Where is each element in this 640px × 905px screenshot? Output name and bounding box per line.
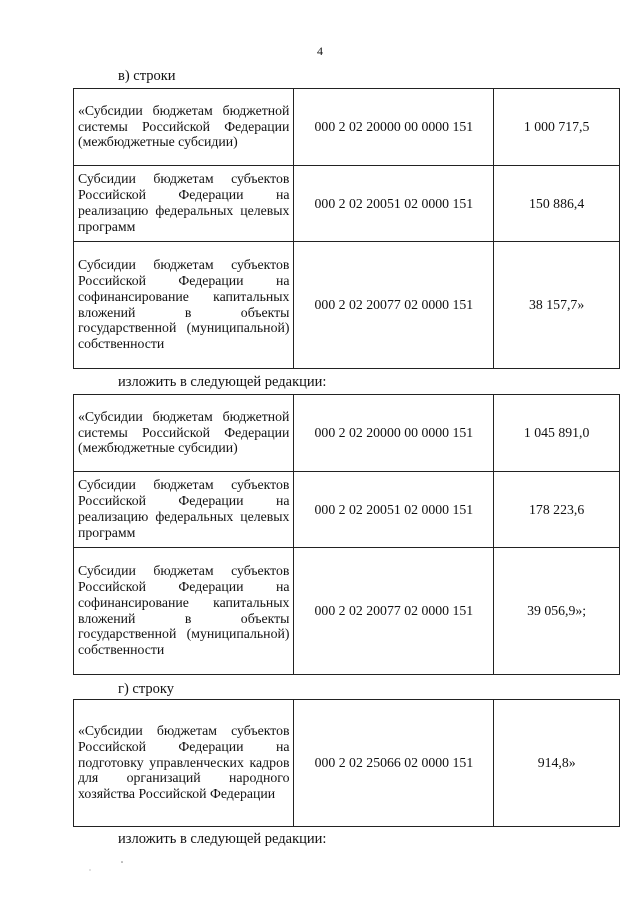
row-amount: 38 157,7» [494, 242, 620, 369]
table-row [74, 472, 620, 548]
row-amount: 39 056,9»; [494, 548, 620, 675]
row-description: Субсидии бюджетам субъектов Российской Федерации на реализацию федеральных целевых программ [74, 472, 294, 548]
section-label-replace-1: изложить в следующей редакции: [118, 374, 327, 390]
row-description: Субсидии бюджетам субъектов Российской Федерации на реализацию федеральных целевых программ [74, 166, 294, 242]
row-description: «Субсидии бюджетам бюджетной системы Российской Федерации (межбюджетные субсидии) [74, 395, 294, 472]
table-row [74, 89, 620, 166]
row-description: Субсидии бюджетам субъектов Российской Федерации на софинансирование капитальных вложений в объекты государственной (муниципальной) собственности [74, 242, 294, 369]
row-code: 000 2 02 20077 02 0000 151 [294, 548, 494, 675]
row-amount: 914,8» [494, 700, 620, 827]
row-amount: 1 000 717,5 [494, 89, 620, 166]
row-amount: 150 886,4 [494, 166, 620, 242]
section-label-replace-2: изложить в следующей редакции: [118, 831, 327, 847]
row-description: «Субсидии бюджетам бюджетной системы Российской Федерации (межбюджетные субсидии) [74, 89, 294, 166]
page-number: 4 [317, 44, 323, 58]
table-v-old [73, 88, 620, 369]
table-row [74, 242, 620, 369]
table-row [74, 548, 620, 675]
section-label-g: г) строку [118, 681, 174, 697]
row-code: 000 2 02 20000 00 0000 151 [294, 395, 494, 472]
row-code: 000 2 02 25066 02 0000 151 [294, 700, 494, 827]
row-description: «Субсидии бюджетам субъектов Российской Федерации на подготовку управленческих кадров для организаций народного хозяйства Российской Федерации [74, 700, 294, 827]
section-label-v: в) строки [118, 68, 176, 84]
row-code: 000 2 02 20077 02 0000 151 [294, 242, 494, 369]
row-amount: 1 045 891,0 [494, 395, 620, 472]
row-description: Субсидии бюджетам субъектов Российской Федерации на софинансирование капитальных вложений в объекты государственной (муниципальной) собственности [74, 548, 294, 675]
table-row [74, 395, 620, 472]
row-code: 000 2 02 20051 02 0000 151 [294, 472, 494, 548]
table-row [74, 166, 620, 242]
table-v-new [73, 394, 620, 675]
table-row [74, 700, 620, 827]
row-code: 000 2 02 20051 02 0000 151 [294, 166, 494, 242]
table-g-old [73, 699, 620, 827]
row-amount: 178 223,6 [494, 472, 620, 548]
row-code: 000 2 02 20000 00 0000 151 [294, 89, 494, 166]
